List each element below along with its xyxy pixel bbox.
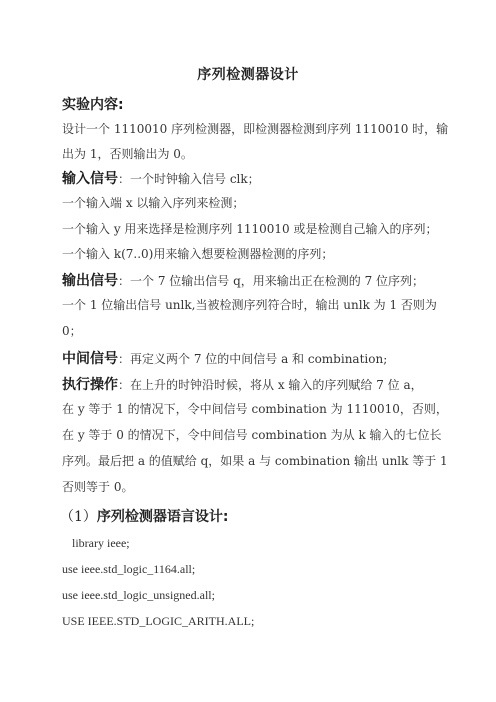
intermediate-signal-label: 中间信号 xyxy=(62,351,118,367)
output-signal-label: 输出信号 xyxy=(62,273,118,289)
paragraph-line: 否则等于 0。 xyxy=(62,480,134,494)
paragraph-line: 一个输入 y 用来选择是检测序列 1110010 或是检测自己输入的序列； xyxy=(62,222,438,236)
paragraph-line: 在 y 等于 1 的情况下，令中间信号 combination 为 1110010，否则， xyxy=(62,402,448,416)
paragraph-line: 在 y 等于 0 的情况下，令中间信号 combination 为从 k 输入的七位长 xyxy=(62,428,442,442)
subsection-heading xyxy=(60,506,229,526)
code-line: use ieee.std_logic_1164.all; xyxy=(62,562,196,576)
operation-text: ：在上升的时钟沿时候，将从 x 输入的序列赋给 7 位 a， xyxy=(118,378,423,392)
paragraph-line: 出为 1，否则输出为 0。 xyxy=(62,147,193,161)
section-heading-experiment: 实验内容: xyxy=(62,97,124,113)
paragraph-line: 0； xyxy=(62,324,82,338)
paragraph-line: 一个 1 位输出信号 unlk,当被检测序列符合时，输出 unlk 为 1 否则为 xyxy=(62,298,437,312)
input-signal-text: ：一个时钟输入信号 clk； xyxy=(118,172,260,186)
operation-line xyxy=(62,374,434,394)
code-line: use ieee.std_logic_unsigned.all; xyxy=(62,588,215,602)
paragraph-line: 一个输入 k(7..0)用来输入想要检测器检测的序列； xyxy=(62,247,334,261)
subsection-title: 序列检测器语言设计: xyxy=(96,509,229,525)
output-signal-line xyxy=(62,270,434,290)
document-title: 序列检测器设计 xyxy=(197,67,299,83)
input-signal-label: 输入信号 xyxy=(62,171,118,187)
code-line: USE IEEE.STD_LOGIC_ARITH.ALL; xyxy=(62,614,255,628)
paragraph-line: 设计一个 1110010 序列检测器，即检测器检测到序列 1110010 时，输 xyxy=(62,122,449,136)
paragraph-line: 序列。最后把 a 的值赋给 q，如果 a 与 combination 输出 unlk 等于 1 xyxy=(62,454,448,468)
input-signal-line xyxy=(62,168,434,188)
subsection-number: （1） xyxy=(60,509,97,525)
code-line: library ieee; xyxy=(72,536,130,550)
operation-label: 执行操作 xyxy=(62,377,118,393)
intermediate-signal-text: ：再定义两个 7 位的中间信号 a 和 combination; xyxy=(118,352,388,366)
output-signal-text: ：一个 7 位输出信号 q，用来输出正在检测的 7 位序列； xyxy=(118,274,425,288)
paragraph-line: 一个输入端 x 以输入序列来检测； xyxy=(62,196,245,210)
intermediate-signal-line xyxy=(62,348,434,368)
